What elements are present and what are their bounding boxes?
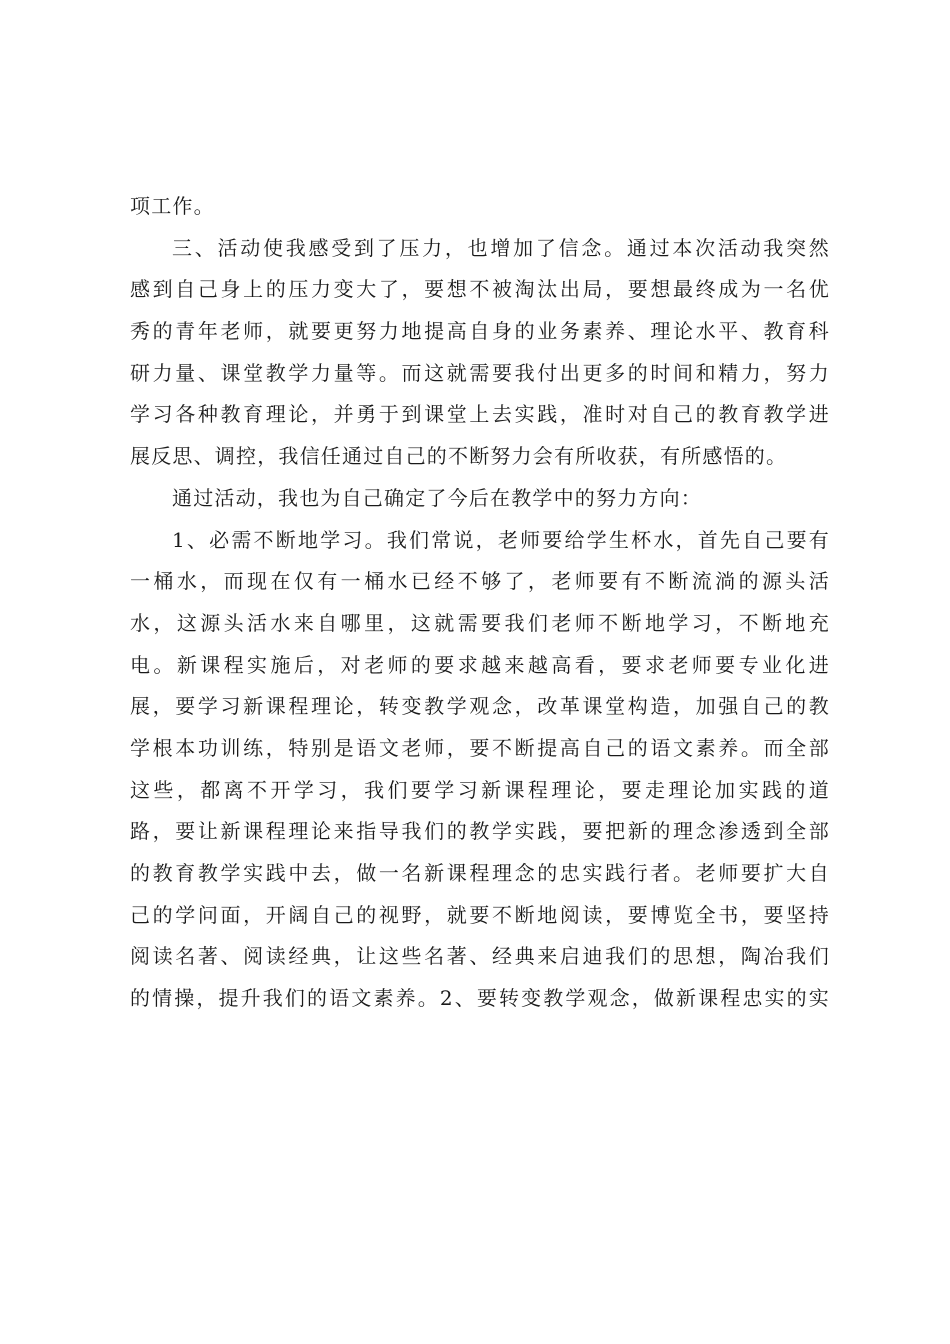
- text-line: 展，要学习新课程理论，转变教学观念，改革课堂构造，加强自己的教: [130, 694, 830, 719]
- text-line: 研力量、课堂教学力量等。而这就需要我付出更多的时间和精力，努力: [130, 360, 830, 385]
- text-line: 的情操，提升我们的语文素养。2、要转变教学观念，做新课程忠实的实: [130, 986, 830, 1011]
- text-line: 秀的青年老师，就要更努力地提高自身的业务素养、理论水平、教育科: [130, 319, 830, 344]
- text-line: 项工作。: [130, 194, 215, 218]
- text-line: 这些，都离不开学习，我们要学习新课程理论，要走理论加实践的道: [130, 777, 830, 802]
- text-line: 通过活动，我也为自己确定了今后在教学中的努力方向：: [172, 485, 702, 510]
- text-line: 感到自己身上的压力变大了，要想不被淘汰出局，要想最终成为一名优: [130, 277, 830, 302]
- text-line: 电。新课程实施后，对老师的要求越来越高看，要求老师要专业化进: [130, 652, 830, 677]
- text-line: 路，要让新课程理论来指导我们的教学实践，要把新的理念渗透到全部: [130, 819, 830, 844]
- text-line: 水，这源头活水来自哪里，这就需要我们老师不断地学习，不断地充: [130, 610, 830, 635]
- text-line: 的教育教学实践中去，做一名新课程理念的忠实践行者。老师要扩大自: [130, 861, 830, 885]
- text-line: 三、活动使我感受到了压力，也增加了信念。通过本次活动我突然: [172, 235, 830, 260]
- text-line: 阅读名著、阅读经典，让这些名著、经典来启迪我们的思想，陶冶我们: [130, 944, 830, 969]
- text-line: 学根本功训练，特别是语文老师，要不断提高自己的语文素养。而全部: [130, 735, 830, 760]
- text-line: 学习各种教育理论，并勇于到课堂上去实践，准时对自己的教育教学进: [130, 402, 830, 427]
- text-line: 一桶水，而现在仅有一桶水已经不够了，老师要有不断流淌的源头活: [130, 569, 830, 594]
- text-line: 己的学问面，开阔自己的视野，就要不断地阅读，要博览全书，要坚持: [130, 902, 830, 927]
- body-text: [130, 186, 830, 1020]
- text-line: 1、必需不断地学习。我们常说，老师要给学生杯水，首先自己要有: [172, 527, 830, 552]
- text-line: 展反思、调控，我信任通过自己的不断努力会有所收获，有所感悟的。: [130, 444, 788, 469]
